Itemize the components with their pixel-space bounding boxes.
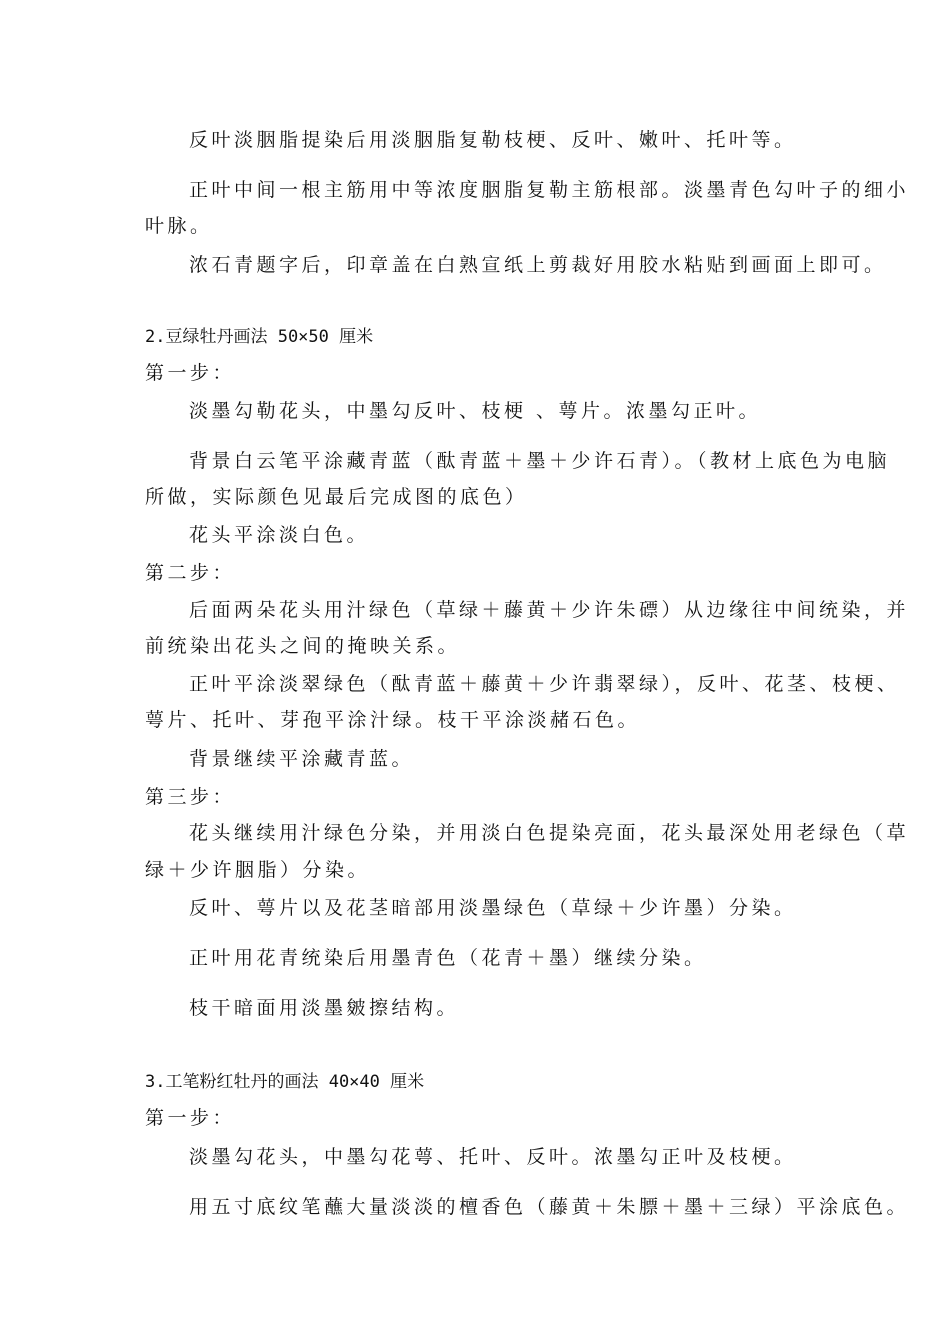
paragraph-line: 后面两朵花头用汁绿色（草绿＋藤黄＋少许朱磦）从边缘往中间统染，并 <box>189 599 910 621</box>
paragraph-line: 前统染出花头之间的掩映关系。 <box>145 635 461 657</box>
paragraph-line: 枝干暗面用淡墨皴擦结构。 <box>189 997 460 1019</box>
step-heading: 第三步： <box>145 786 236 808</box>
paragraph-line: 叶脉。 <box>145 215 213 237</box>
paragraph-line: 反叶、萼片以及花茎暗部用淡墨绿色（草绿＋少许墨）分染。 <box>189 897 797 919</box>
paragraph-line: 花头平涂淡白色。 <box>189 524 370 546</box>
paragraph-line: 浓石青题字后，印章盖在白熟宣纸上剪裁好用胶水粘贴到画面上即可。 <box>189 254 887 276</box>
paragraph-line: 萼片、托叶、芽孢平涂汁绿。枝干平涂淡赭石色。 <box>145 709 641 731</box>
paragraph-line: 正叶用花青统染后用墨青色（花青＋墨）继续分染。 <box>189 947 707 969</box>
paragraph-line: 淡墨勾勒花头，中墨勾反叶、枝梗 、萼片。浓墨勾正叶。 <box>189 400 762 422</box>
paragraph-line: 背景白云笔平涂藏青蓝（酞青蓝＋墨＋少许石青）。（教材上底色为电脑 <box>189 450 891 472</box>
paragraph-line: 正叶中间一根主筋用中等浓度胭脂复勒主筋根部。淡墨青色勾叶子的细小 <box>189 179 910 201</box>
paragraph-line: 正叶平涂淡翠绿色（酞青蓝＋藤黄＋少许翡翠绿），反叶、花茎、枝梗、 <box>189 673 900 695</box>
paragraph-line: 淡墨勾花头，中墨勾花萼、托叶、反叶。浓墨勾正叶及枝梗。 <box>189 1146 797 1168</box>
paragraph-line: 绿＋少许胭脂）分染。 <box>145 859 371 881</box>
step-heading: 第一步： <box>145 362 236 384</box>
paragraph-line: 花头继续用汁绿色分染，并用淡白色提染亮面，花头最深处用老绿色（草 <box>189 822 910 844</box>
paragraph-line: 背景继续平涂藏青蓝。 <box>189 748 415 770</box>
paragraph-line: 所做，实际颜色见最后完成图的底色） <box>145 486 528 508</box>
section-heading: 2.豆绿牡丹画法 50×50 厘米 <box>145 327 374 347</box>
step-heading: 第二步： <box>145 562 236 584</box>
paragraph-line: 用五寸底纹笔蘸大量淡淡的檀香色（藤黄＋朱膘＋墨＋三绿）平涂底色。 <box>189 1196 910 1218</box>
paragraph-line: 反叶淡胭脂提染后用淡胭脂复勒枝梗、反叶、嫩叶、托叶等。 <box>189 129 797 151</box>
step-heading: 第一步： <box>145 1107 236 1129</box>
section-heading: 3.工笔粉红牡丹的画法 40×40 厘米 <box>145 1072 425 1092</box>
